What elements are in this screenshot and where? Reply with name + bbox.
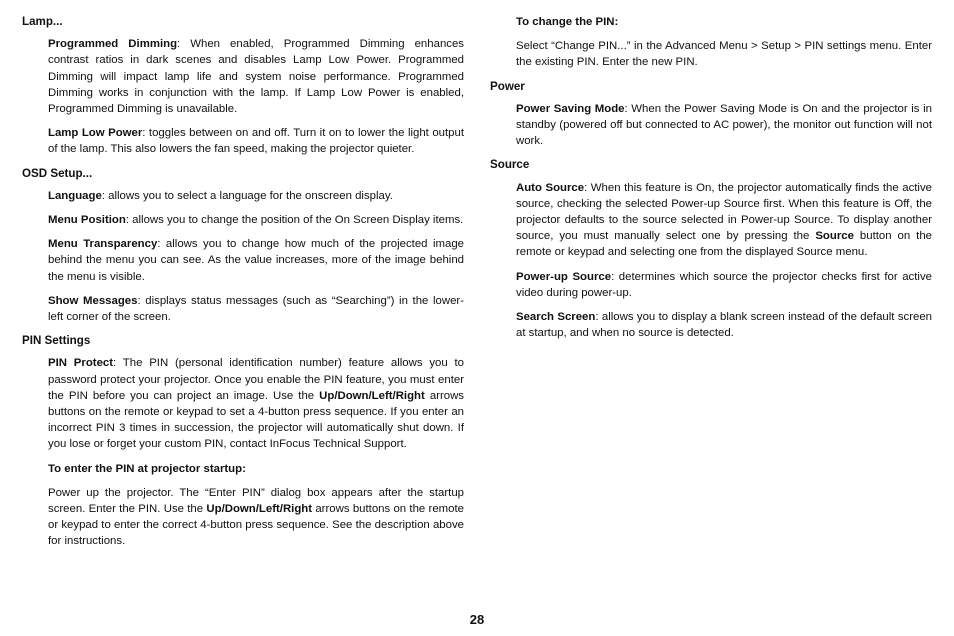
enter-pin-arrows: Up/Down/Left/Right	[206, 503, 313, 516]
language-text: : allows you to select a language for the onscreen display.	[101, 189, 393, 202]
enter-pin-subhead: To enter the PIN at projector startup:	[48, 462, 246, 475]
lamp-heading: Lamp...	[22, 15, 63, 28]
source-section	[490, 157, 932, 341]
programmed-dimming-text: : When enabled, Programmed Dimming enhances contrast ratios in dark scenes and disables Lamp Low Power. Programmed Dimming will impact lamp life and system noise performance. Programmed Dimming works in conjunction with the lamp. If Lamp Low Power is enabled, Programmed Dimming is unavailable.	[48, 38, 464, 116]
show-messages-term: Show Messages	[48, 294, 138, 307]
osd-heading: OSD Setup...	[22, 166, 93, 180]
power-section	[490, 79, 932, 150]
lamp-section	[22, 14, 464, 158]
osd-section	[22, 166, 464, 326]
pin-protect-term: PIN Protect	[48, 357, 114, 370]
search-screen-text: : allows you to display a blank screen instead of the default screen at startup, and when no source is detected.	[516, 311, 933, 340]
lamp-low-power-entry	[48, 125, 464, 157]
enter-pin-text-2: arrows buttons on the remote or keypad to enter the correct 4-button press sequence. See the description above for instructions.	[48, 503, 464, 548]
power-saving-mode-term: Power Saving Mode	[516, 102, 625, 115]
menu-transparency-entry	[48, 236, 464, 285]
power-up-source-entry	[516, 269, 932, 301]
search-screen-entry	[516, 309, 932, 341]
power-saving-mode-text: : When the Power Saving Mode is On and the projector is in standby (powered off but connected to AC power), the monitor out function will not work.	[516, 102, 932, 148]
menu-position-term: Menu Position	[48, 214, 126, 227]
menu-transparency-term: Menu Transparency	[48, 238, 158, 251]
left-column	[22, 14, 464, 558]
menu-transparency-text: : allows you to change how much of the projected image behind the menu you can see. As the value increases, more of the image behind the menu is visible.	[48, 238, 465, 283]
change-pin-section	[490, 14, 932, 71]
language-entry	[48, 188, 464, 204]
pin-protect-entry	[48, 355, 464, 452]
power-saving-mode-entry	[516, 101, 932, 150]
power-heading: Power	[490, 79, 525, 93]
auto-source-entry	[516, 180, 932, 261]
auto-source-text-1: : When this feature is On, the projector automatically finds the active source, checking the selected Power-up Source first. When this feature is Off, the projector defaults to the source selected in Power-up Source. To display another source, you must manually select one by pressing the	[516, 181, 932, 243]
source-heading: Source	[490, 158, 530, 172]
programmed-dimming-term: Programmed Dimming	[48, 38, 178, 51]
auto-source-source-button: Source	[815, 230, 854, 243]
power-up-source-text: : determines which source the projector checks first for active video during power-up.	[516, 270, 932, 299]
page-number: 28	[469, 612, 485, 627]
enter-pin-text-1: Power up the projector. The “Enter PIN” dialog box appears after the startup screen. Enter the PIN. Use the	[48, 486, 464, 516]
enter-pin-entry	[48, 485, 464, 550]
pin-protect-arrows: Up/Down/Left/Right	[319, 389, 425, 402]
power-up-source-term: Power-up Source	[516, 270, 612, 283]
pin-protect-text-1: : The PIN (personal identification number) feature allows you to password protect your projector. Once you enable the PIN feature, you must enter the PIN before you can project an image. Use the	[48, 357, 464, 402]
programmed-dimming-entry	[48, 36, 464, 117]
lamp-low-power-text: : toggles between on and off. Turn it on to lower the light output of the lamp. This also lowers the fan speed, making the projector quieter.	[48, 127, 464, 156]
menu-position-entry	[48, 212, 464, 228]
pin-heading: PIN Settings	[22, 334, 91, 348]
pin-protect-text-2: arrows buttons on the remote or keypad to set a 4-button press sequence. If you enter an incorrect PIN 3 times in succession, the projector will automatically shut down. If you lose or forget your custom PIN, contact InFocus Technical Support.	[48, 389, 465, 451]
menu-position-text: : allows you to change the position of the On Screen Display items.	[125, 214, 464, 227]
pin-section	[22, 333, 464, 549]
show-messages-text: : displays status messages (such as “Searching”) in the lower-left corner of the screen.	[48, 294, 465, 324]
lamp-low-power-term: Lamp Low Power	[48, 127, 143, 140]
search-screen-term: Search Screen	[516, 311, 596, 324]
right-column	[490, 14, 932, 349]
language-term: Language	[48, 189, 102, 202]
auto-source-term: Auto Source	[516, 181, 585, 194]
change-pin-entry: Select “Change PIN...” in the Advanced Menu > Setup > PIN settings menu. Enter the existing PIN. Enter the new PIN.	[516, 40, 932, 69]
show-messages-entry	[48, 293, 464, 325]
change-pin-subhead: To change the PIN:	[516, 16, 619, 28]
auto-source-text-2: button on the remote or keypad and selecting one from the displayed Source menu.	[516, 230, 932, 259]
